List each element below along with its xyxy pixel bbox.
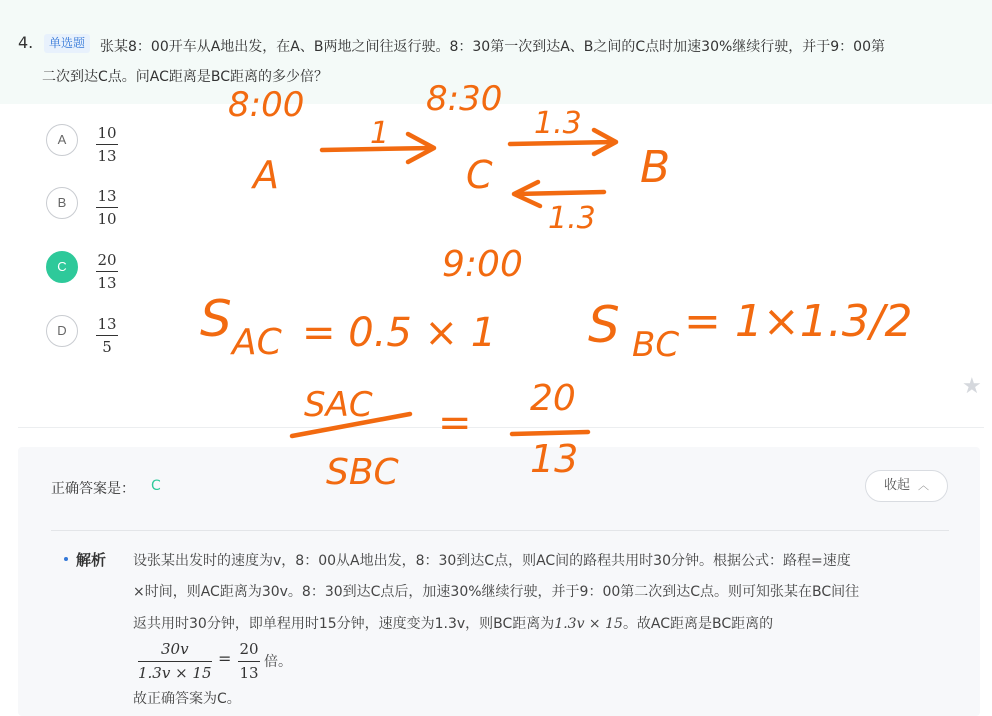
ink-arrow-a-to-c xyxy=(322,148,432,150)
ink-arrowhead-c-to-b xyxy=(594,130,616,154)
ink-ratio-den: SBC xyxy=(326,452,399,493)
ink-time-830: 8:30 xyxy=(426,79,503,119)
analysis-result-denominator: 13 xyxy=(239,664,259,682)
ink-sbc-rhs: = 1×1.3/2 xyxy=(684,296,913,347)
option-d-radio[interactable]: D xyxy=(46,315,78,347)
ink-ratio-result-bar xyxy=(512,432,588,434)
analysis-suffix: 倍。 xyxy=(264,654,292,670)
option-c-numerator: 20 xyxy=(97,251,117,269)
collapse-button[interactable] xyxy=(865,470,948,502)
favorite-star-icon[interactable]: ★ xyxy=(962,374,982,399)
option-c-fraction xyxy=(96,250,118,293)
analysis-fraction xyxy=(138,640,212,683)
bullet-icon xyxy=(64,557,68,561)
option-b-radio[interactable]: B xyxy=(46,187,78,219)
analysis-conclusion: 故正确答案为C。 xyxy=(133,691,241,707)
question-header xyxy=(0,0,992,104)
ink-ratio-num: SAC xyxy=(304,385,373,425)
ink-seg-back: 1.3 xyxy=(548,201,596,236)
correct-answer-value: C xyxy=(151,478,161,494)
section-divider xyxy=(18,427,984,428)
analysis-title: 解析 xyxy=(76,551,107,569)
analysis-line1: 设张某出发时的速度为v，8：00从A地出发，8：30到达C点，则AC间的路程共用时30分钟。根据公式：路程=速度 xyxy=(133,553,851,569)
analysis-line2: ×时间，则AC距离为30v。8：30到达C点后，加速30%继续行驶，并于9：00第二次到达C点。则可知张某在BC间往 xyxy=(133,584,860,600)
ink-ratio-equals: = xyxy=(438,400,472,446)
option-c-radio[interactable]: C xyxy=(46,251,78,283)
answer-divider xyxy=(51,530,949,531)
option-b-numerator: 13 xyxy=(97,187,117,205)
option-d-numerator: 13 xyxy=(97,315,117,333)
ink-time-900: 9:00 xyxy=(442,244,523,285)
ink-label-c: C xyxy=(466,153,493,197)
ink-arrow-c-to-b xyxy=(510,142,614,144)
ink-ratio-result-num: 20 xyxy=(530,378,576,419)
option-a-radio[interactable]: A xyxy=(46,124,78,156)
chevron-up-icon: ︿ xyxy=(918,479,929,492)
correct-answer-label: 正确答案是： xyxy=(51,481,135,497)
analysis-equals: = xyxy=(218,649,232,668)
option-b[interactable] xyxy=(46,179,166,227)
option-a-denominator: 13 xyxy=(97,147,117,165)
ink-arrowhead-b-to-c xyxy=(514,182,540,206)
analysis-line3-end: 。故AC距离是BC距离的 xyxy=(622,616,774,632)
analysis-fraction-denominator: 1.3v × 15 xyxy=(138,664,212,682)
option-c-denominator: 13 xyxy=(97,274,117,292)
ink-sac-rhs: = 0.5 × 1 xyxy=(302,310,497,356)
ink-label-b: B xyxy=(640,142,671,193)
question-type-tag: 单选题 xyxy=(44,34,90,53)
option-a[interactable] xyxy=(46,116,166,164)
ink-sac-s: S xyxy=(200,290,232,348)
analysis-result-fraction xyxy=(238,640,260,683)
analysis-result-numerator: 20 xyxy=(239,640,259,658)
option-d-fraction xyxy=(96,314,118,357)
ink-ratio-result-den: 13 xyxy=(530,437,579,481)
analysis-line3 xyxy=(133,614,773,634)
ink-sbc-s: S xyxy=(588,296,620,354)
ink-sbc-sub: BC xyxy=(632,325,680,365)
ink-time-800: 8:00 xyxy=(228,85,305,125)
ink-seg-forward: 1.3 xyxy=(534,106,582,141)
analysis-line3-math: 1.3v × 15 xyxy=(554,616,623,632)
question-stem-line2: 二次到达C点。问AC距离是BC距离的多少倍？ xyxy=(42,69,329,85)
analysis-fraction-numerator: 30v xyxy=(160,640,189,658)
option-d-denominator: 5 xyxy=(102,338,112,356)
option-a-fraction xyxy=(96,123,118,166)
option-a-numerator: 10 xyxy=(97,124,117,142)
ink-arrow-b-to-c xyxy=(516,192,604,194)
question-number: 4. xyxy=(18,33,34,52)
ink-label-a: A xyxy=(253,153,279,197)
ink-seg-ac: 1 xyxy=(370,116,390,151)
ink-ratio-bar xyxy=(292,414,410,436)
option-b-denominator: 10 xyxy=(97,210,117,228)
analysis-line3-start: 返共用时30分钟，即单程用时15分钟，速度变为1.3v，则BC距离为 xyxy=(133,616,555,632)
option-d[interactable] xyxy=(46,307,166,355)
option-b-fraction xyxy=(96,186,118,229)
option-c[interactable] xyxy=(46,243,166,291)
ink-sac-sub: AC xyxy=(232,322,282,363)
collapse-button-label: 收起 xyxy=(883,478,910,493)
ink-arrowhead-a-to-c xyxy=(408,134,434,162)
question-stem-line1: 张某8：00开车从A地出发，在A、B两地之间往返行驶。8：30第一次到达A、B之间的C点时加速30%继续行驶，并于9：00第 xyxy=(100,39,885,55)
